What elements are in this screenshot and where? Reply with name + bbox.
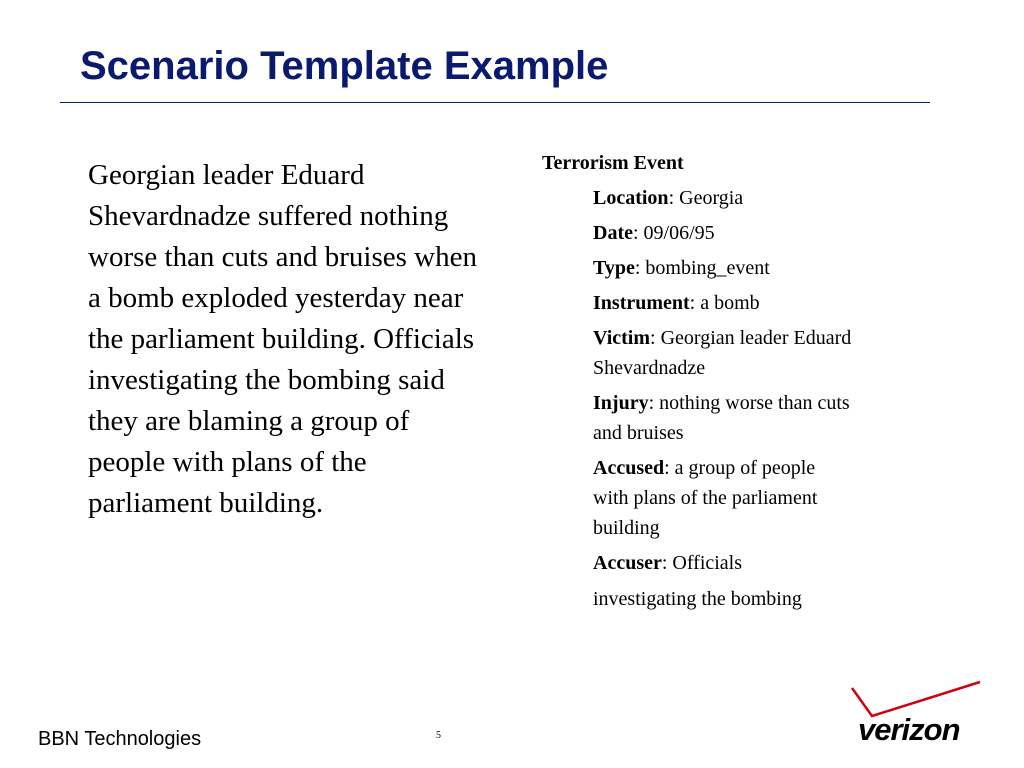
title-divider [60, 102, 930, 103]
slot-value: : Georgian leader Eduard Shevardnadze [593, 327, 852, 379]
slot-name: Accused [593, 457, 665, 479]
slot-type [593, 253, 852, 283]
verizon-logo [848, 676, 988, 756]
slot-accused [593, 453, 852, 543]
slot-name: Type [593, 257, 635, 279]
slot-name: Accuser [593, 552, 662, 574]
slot-value: : 09/06/95 [632, 222, 715, 244]
slot-value: : Georgia [668, 187, 744, 209]
slot-date [593, 218, 852, 248]
scenario-template [542, 152, 852, 619]
logo-wordmark: verizon [858, 712, 960, 747]
article-text: Georgian leader Eduard Shevardnadze suffered nothing worse than cuts and bruises when a bomb exploded yesterday near the parliament building. Officials investigating the bombing said they are blaming a group of people with plans of the parliament building. [88, 159, 477, 519]
slot-injury [593, 388, 852, 448]
slot-instrument [593, 288, 852, 318]
slot-value: : Officials [661, 552, 743, 574]
slot-value: : nothing worse than cuts and bruises [593, 392, 850, 444]
slot-accuser [593, 548, 852, 614]
slot-name: Victim [593, 327, 651, 349]
slide-title: Scenario Template Example [80, 44, 609, 88]
slot-value: : a group of people with plans of the parliament building [593, 457, 818, 539]
slot-victim [593, 323, 852, 383]
slot-name: Location [593, 187, 669, 209]
page-number: 5 [436, 730, 441, 741]
slot-name: Instrument [593, 292, 690, 314]
slot-value: : a bomb [689, 292, 760, 314]
template-heading: Terrorism Event [542, 152, 684, 174]
slot-name: Injury [593, 392, 649, 414]
slot-value: : bombing_event [634, 257, 770, 279]
slot-location [593, 183, 852, 213]
slot-value-continued: investigating the bombing [593, 588, 802, 610]
slot-name: Date [593, 222, 633, 244]
footer-company: BBN Technologies [38, 728, 202, 750]
